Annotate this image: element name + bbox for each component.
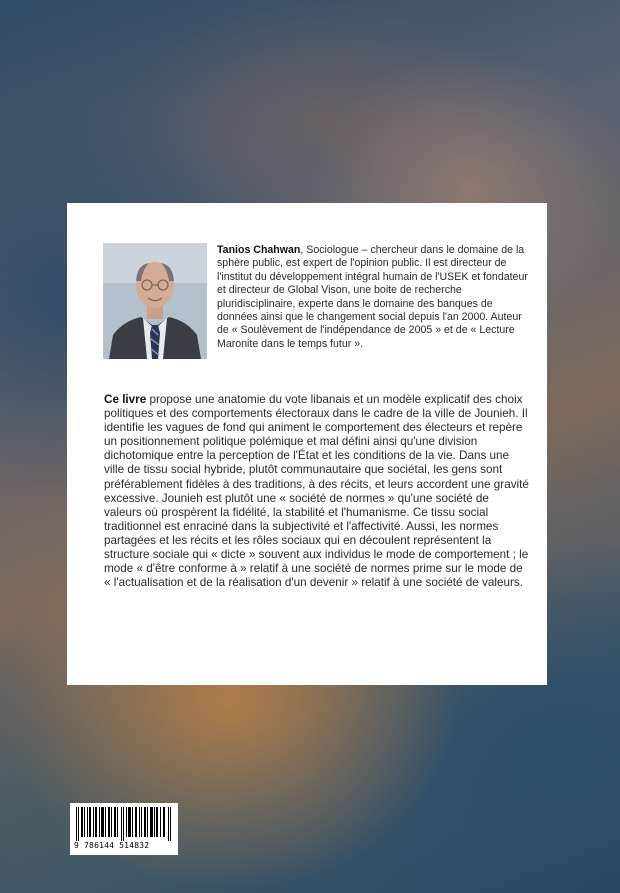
author-name: Tanios Chahwan (217, 244, 301, 256)
author-photo (103, 243, 207, 359)
isbn-number: 9 786144 514832 (74, 841, 150, 850)
author-bio (217, 244, 529, 351)
book-description (104, 393, 529, 590)
back-cover-panel (67, 203, 547, 685)
book-description-lead: Ce livre (104, 393, 147, 406)
author-bio-text: , Sociologue – chercheur dans le domaine de la sphère public, est expert de l'opinion public. Il est directeur de l'institut du développement intégral humain de l'USEK et fondateur et directeur de Global Vison, une boite de recherche pluridisciplinaire, experte dans le domaine des banques de données ainsi que le changement social depuis l'an 2000. Auteur de « Soulèvement de l'indépendance de 2005 » et de « Lecture Maronite dans le temps futur ». (217, 244, 528, 350)
author-portrait-image (103, 243, 207, 359)
isbn-barcode (70, 803, 178, 855)
barcode-bars (76, 807, 172, 841)
book-description-text: propose une anatomie du vote libanais et un modèle explicatif des choix politiques et des comportements électoraux dans le cadre de la ville de Jounieh. Il identifie les vagues de fond qui animent le comportement des électeurs et repère un positionnement politique polémique et mal défini ainsi qu'une division dichotomique entre la perception de l'État et les conditions de la vie. Dans une ville de tissu social hybride, plutôt communautaire que sociétal, les gens sont préférablement fidèles à des traditions, à des récits, et leurs accordent une gravité excessive. Jounieh est plutôt une « société de normes » qu'une société de valeurs où prospèrent la fidélité, la stabilité et l'humanisme. Ce tissu social traditionnel est enraciné dans la subjectivité et l'affectivité. Aussi, les normes partagées et les récits et les rôles sociaux qui en découlent représentent la structure sociale qui « dicte » souvent aux individus le mode de comportement ; le mode « d'être conforme à » relatif à une société de normes prime sur le mode de « l'actualisation et de la réalisation d'un devenir » relatif à une société de valeurs. (104, 393, 529, 590)
